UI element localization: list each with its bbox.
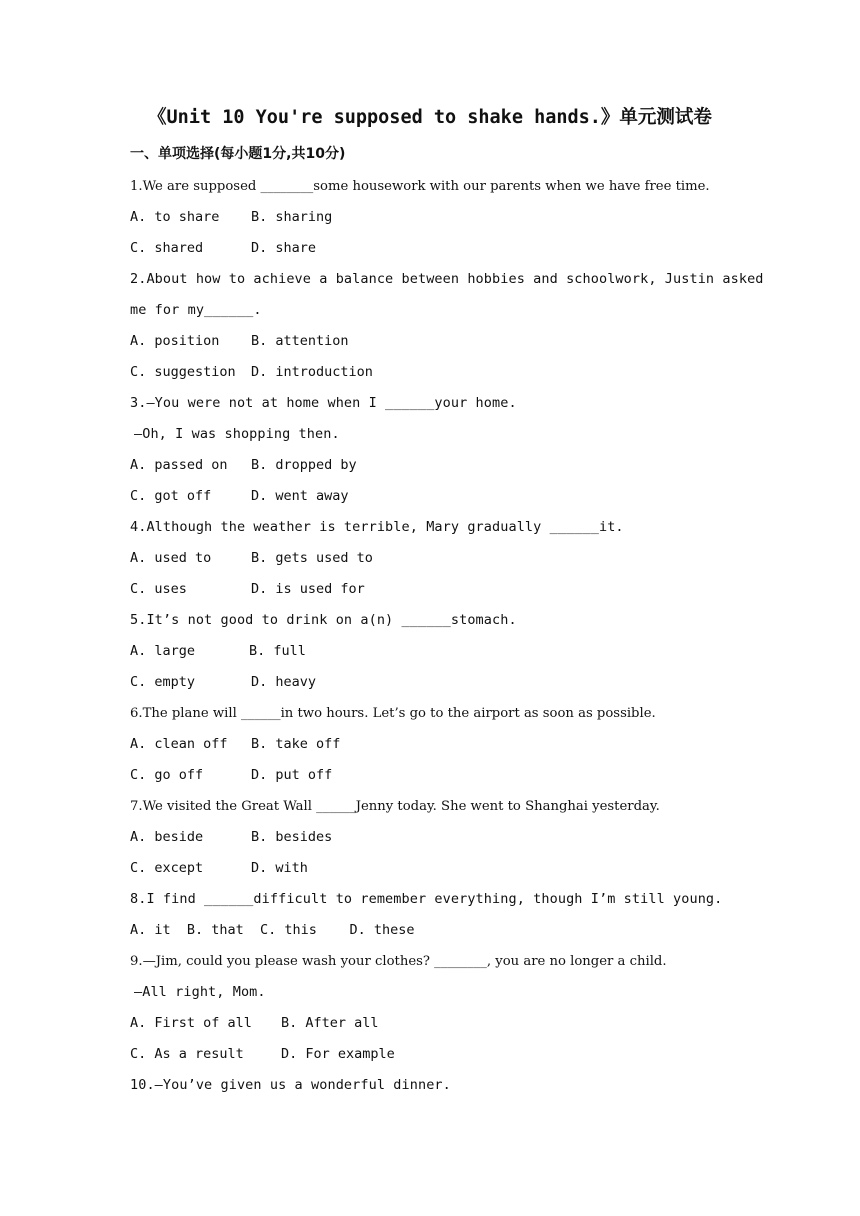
- option-row: [130, 915, 734, 946]
- option-d: D. went away: [251, 488, 349, 504]
- option-row-inline: A. it B. that C. this D. these: [130, 922, 415, 938]
- option-a: A. to share: [130, 209, 220, 225]
- option-d: D. with: [251, 860, 308, 876]
- option-a: A. beside: [130, 829, 204, 845]
- option-c: C. uses: [130, 581, 187, 597]
- option-row: [130, 822, 734, 853]
- option-d: D. introduction: [251, 364, 373, 380]
- question-stem: 8.I find ______difficult to remember everything, though I’m still young.: [130, 891, 723, 907]
- question-stem: 10.—You’ve given us a wonderful dinner.: [130, 1077, 451, 1093]
- question-list: [130, 171, 764, 1101]
- option-row: [130, 326, 734, 357]
- option-row: [130, 760, 734, 791]
- option-row: [130, 574, 734, 605]
- option-row: [130, 729, 734, 760]
- option-b: B. gets used to: [251, 550, 373, 566]
- option-row: [130, 636, 734, 667]
- option-row: [130, 481, 734, 512]
- question-stem: 3.—You were not at home when I ______your home.: [130, 395, 517, 411]
- question-stem: 4.Although the weather is terrible, Mary gradually ______it.: [130, 519, 624, 535]
- option-a: A. position: [130, 333, 220, 349]
- option-c: C. go off: [130, 767, 204, 783]
- page-title: 《Unit 10 You're supposed to shake hands.》单元测试卷: [148, 107, 712, 128]
- option-a: A. used to: [130, 550, 212, 566]
- option-row: [130, 357, 734, 388]
- question-stem: 6.The plane will ______in two hours. Let’s go to the airport as soon as possible.: [130, 706, 656, 721]
- option-b: B. full: [249, 643, 306, 659]
- question-stem: 9.—Jim, could you please wash your clothes? ________, you are no longer a child.: [130, 954, 667, 969]
- option-d: D. is used for: [251, 581, 365, 597]
- question-dialogue-reply: —All right, Mom.: [134, 984, 266, 1000]
- option-d: D. heavy: [251, 674, 317, 690]
- question-stem: 7.We visited the Great Wall ______Jenny today. She went to Shanghai yesterday.: [130, 799, 660, 814]
- option-b: B. sharing: [251, 209, 333, 225]
- option-a: A. First of all: [130, 1015, 252, 1031]
- question-stem: 5.It’s not good to drink on a(n) ______stomach.: [130, 612, 517, 628]
- option-a: A. large: [130, 643, 196, 659]
- option-row: [130, 1008, 734, 1039]
- option-row: [130, 233, 734, 264]
- section-heading: 一、单项选择(每小题1分,共10分): [130, 146, 346, 162]
- option-d: D. share: [251, 240, 317, 256]
- option-c: C. suggestion: [130, 364, 236, 380]
- option-b: B. dropped by: [251, 457, 357, 473]
- option-d: D. For example: [281, 1046, 395, 1062]
- option-c: C. shared: [130, 240, 204, 256]
- option-row: [130, 543, 734, 574]
- option-row: [130, 667, 734, 698]
- option-row: [130, 1039, 734, 1070]
- option-row: [130, 853, 734, 884]
- option-b: B. attention: [251, 333, 349, 349]
- option-c: C. except: [130, 860, 204, 876]
- option-a: A. passed on: [130, 457, 228, 473]
- question-stem-continued: me for my______.: [130, 302, 262, 318]
- option-b: B. After all: [281, 1015, 379, 1031]
- option-b: B. besides: [251, 829, 333, 845]
- option-d: D. put off: [251, 767, 333, 783]
- option-row: [130, 202, 734, 233]
- option-c: C. empty: [130, 674, 196, 690]
- question-stem: 1.We are supposed ________some housework with our parents when we have free time.: [130, 179, 710, 194]
- option-row: [130, 450, 734, 481]
- question-stem: 2.About how to achieve a balance between hobbies and schoolwork, Justin asked: [130, 271, 764, 287]
- option-a: A. clean off: [130, 736, 228, 752]
- option-c: C. got off: [130, 488, 212, 504]
- option-c: C. As a result: [130, 1046, 244, 1062]
- question-dialogue-reply: —Oh, I was shopping then.: [134, 426, 340, 442]
- option-b: B. take off: [251, 736, 341, 752]
